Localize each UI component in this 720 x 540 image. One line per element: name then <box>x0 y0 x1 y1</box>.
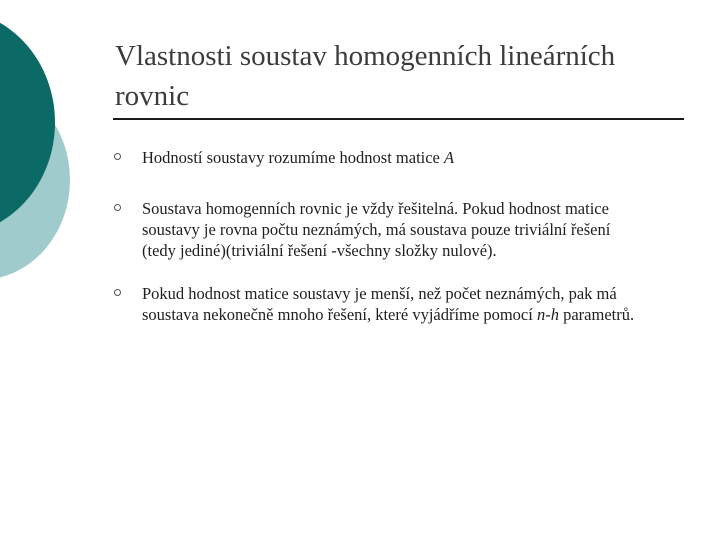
bullet-emphasis: n-h <box>536 305 559 324</box>
bullet-text <box>142 283 642 325</box>
bullet-text <box>142 147 642 168</box>
bullet-text-part: Soustava homogenních rovnic je vždy řešitelná. Pokud hodnost matice soustavy je rovna počtu neznámých, má soustava pouze triviální řešení (tedy jediné)(triviální řešení -všechny složky nulové). <box>142 199 611 260</box>
bullet-item <box>114 283 654 325</box>
bullet-item <box>114 147 654 168</box>
slide-title: Vlastnosti soustav homogenních lineárních rovnic <box>115 40 616 112</box>
bullet-item <box>114 198 654 261</box>
bullet-text-part: Pokud hodnost matice soustavy je menší, než počet neznámých, pak má soustava nekonečně mnoho řešení, které vyjádříme pomocí <box>142 284 617 324</box>
bullet-text-part: Hodností soustavy rozumíme hodnost matice <box>142 148 445 167</box>
bullet-circle-icon <box>114 204 121 211</box>
bullet-text <box>142 198 642 261</box>
bullet-circle-icon <box>114 153 121 160</box>
bullet-text-part: parametrů. <box>558 305 635 324</box>
bullet-emphasis: A <box>444 148 455 167</box>
bullet-circle-icon <box>114 289 121 296</box>
